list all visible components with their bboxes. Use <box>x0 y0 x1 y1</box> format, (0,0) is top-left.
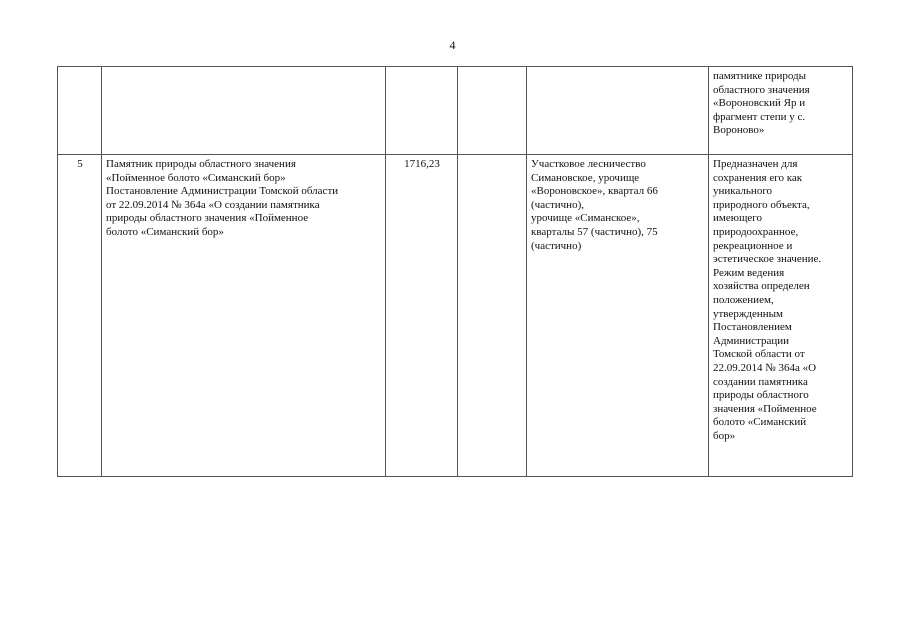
table-row <box>58 67 853 155</box>
page-number: 4 <box>449 38 456 52</box>
purpose-cell: Предназначен для сохранения его как уникального природного объекта, имеющего природоохранное, рекреационное и эстетическое значение. Режим ведения хозяйства определен положением, утвержденным Постановлением Администрации Томской области от 22.09.2014 № 364а «О создании памятника природы областного значения «Пойменное болото «Симанский бор» <box>709 155 853 477</box>
protected-areas-table <box>57 66 853 477</box>
object-name-cell <box>102 67 386 155</box>
row-number-cell: 5 <box>58 155 102 477</box>
object-name-cell: Памятник природы областного значения «Пойменное болото «Симанский бор» Постановление Администрации Томской области от 22.09.2014 № 364а «О создании памятника природы областного значения «Пойменное болото «Симанский бор» <box>102 155 386 477</box>
row-number-cell <box>58 67 102 155</box>
area-cell: 1716,23 <box>386 155 458 477</box>
location-cell: Участковое лесничество Симановское, урочище «Вороновское», квартал 66 (частично), урочище «Симанское», кварталы 57 (частично), 75 (частично) <box>527 155 709 477</box>
purpose-cell: памятнике природы областного значения «Вороновский Яр и фрагмент степи у с. Вороново» <box>709 67 853 155</box>
area-cell <box>386 67 458 155</box>
empty-column-cell <box>458 67 527 155</box>
empty-column-cell <box>458 155 527 477</box>
location-cell <box>527 67 709 155</box>
table-row <box>58 155 853 477</box>
